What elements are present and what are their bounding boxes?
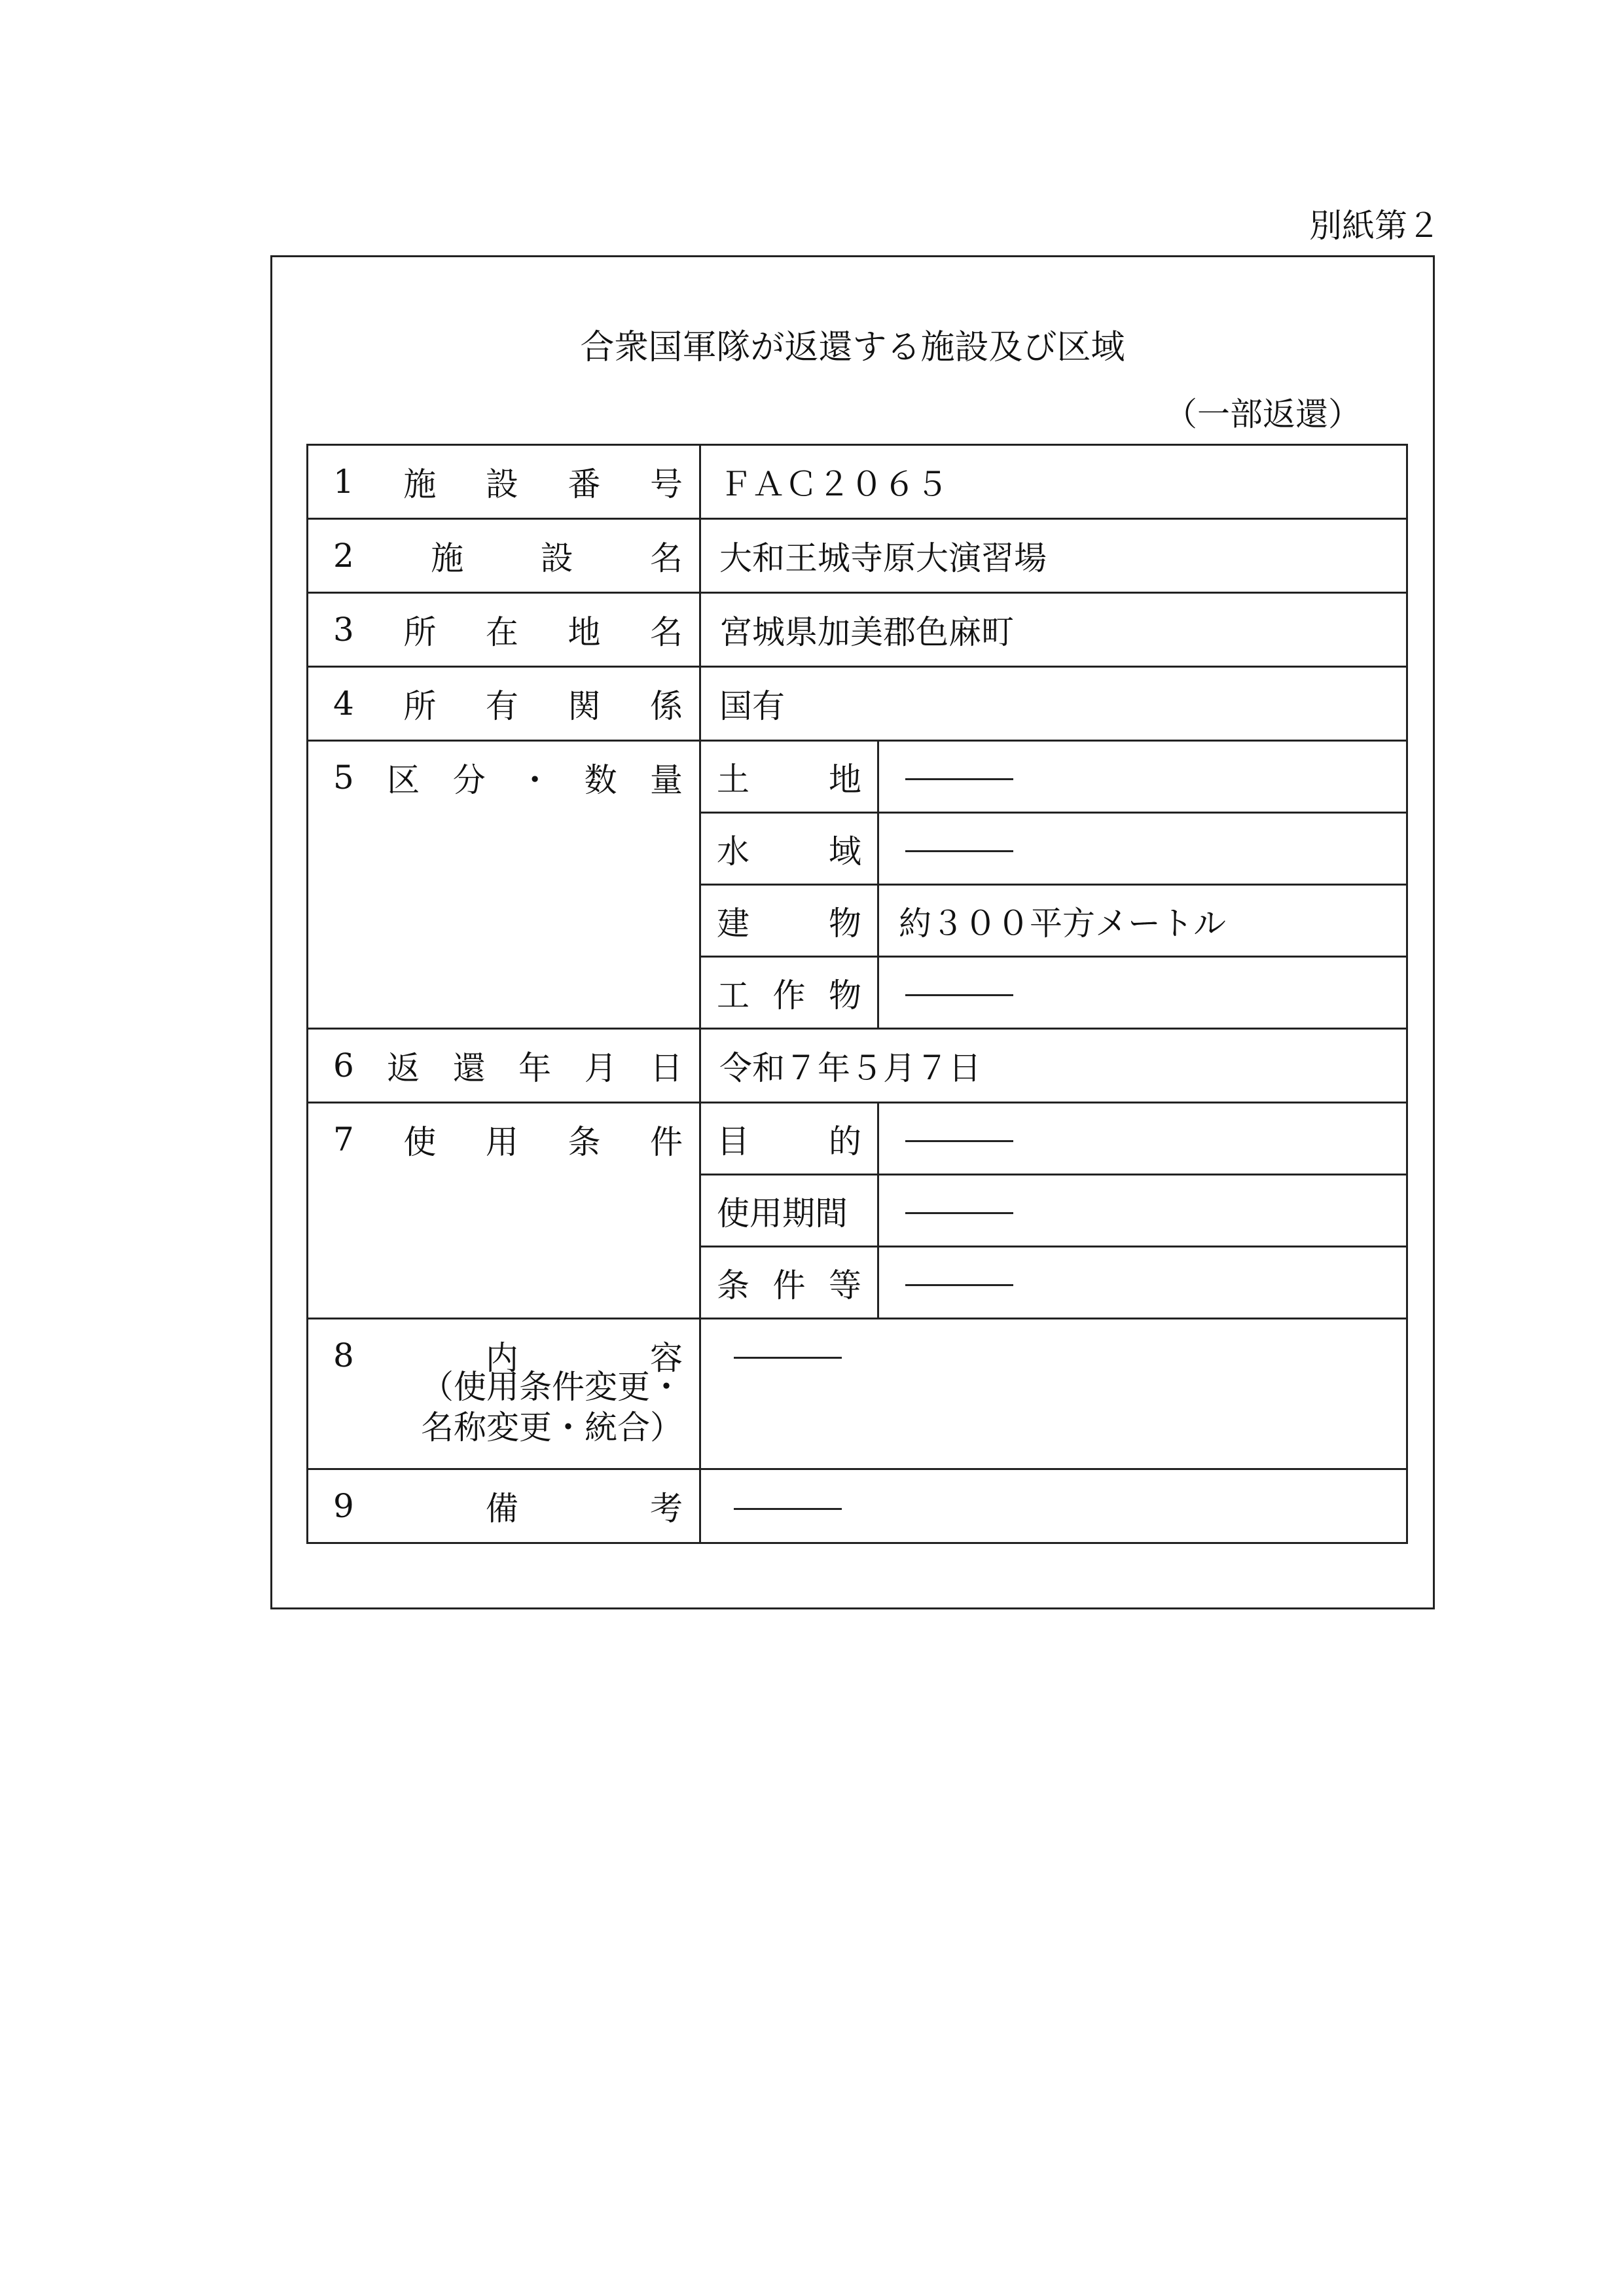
value-facility-name: 大和王城寺原大演習場 [700,519,1407,593]
dash-purpose [905,1140,1013,1142]
row-facility-name [308,519,1407,593]
row-purpose [308,1103,1407,1175]
sublabel-structure: 工 作 物 [700,957,878,1029]
value-content [700,1319,1407,1469]
label-remarks: 9 備 考 [308,1469,700,1543]
content-sub-line1: （使用条件変更・ [421,1368,683,1406]
value-terms [878,1247,1407,1319]
label-location: 3 所 在 地 名 [308,593,700,667]
sublabel-period: 使用期間 [700,1175,878,1247]
label-usage-conditions: 7 使 用 条 件 [308,1103,700,1319]
label-return-date: 6 返 還 年 月 日 [308,1029,700,1103]
row-location [308,593,1407,667]
document-subtitle: （一部返還） [1164,395,1361,433]
document-title: 合衆国軍隊が返還する施設及び区域 [580,328,1125,367]
sublabel-terms: 条 件 等 [700,1247,878,1319]
dash-period [905,1212,1013,1214]
row-land [308,741,1407,813]
value-period [878,1175,1407,1247]
row-facility-number [308,445,1407,519]
value-return-date: 令和７年５月７日 [700,1029,1407,1103]
value-remarks [700,1469,1407,1543]
value-location: 宮城県加美郡色麻町 [700,593,1407,667]
row-remarks [308,1469,1407,1543]
value-water [878,813,1407,885]
dash-content [734,1357,842,1359]
content-sub-line2: 名称変更・統合） [421,1408,683,1446]
attachment-label: 別紙第２ [1309,207,1440,245]
row-content [308,1319,1407,1469]
document-frame [270,255,1435,1609]
label-facility-number: 1 施 設 番 号 [308,445,700,519]
facility-table [306,444,1408,1544]
value-land [878,741,1407,813]
sublabel-land: 土 地 [700,741,878,813]
sublabel-building: 建 物 [700,885,878,957]
dash-structure [905,994,1013,996]
label-ownership: 4 所 有 関 係 [308,667,700,741]
row-return-date [308,1029,1407,1103]
value-ownership: 国有 [700,667,1407,741]
label-category-quantity: 5 区 分 ・ 数 量 [308,741,700,1029]
value-building: 約３００平方メートル [878,885,1407,957]
row-ownership [308,667,1407,741]
dash-water [905,850,1013,852]
value-facility-number: ＦＡＣ２０６５ [700,445,1407,519]
label-facility-name: 2 施 設 名 [308,519,700,593]
sublabel-purpose: 目 的 [700,1103,878,1175]
dash-remarks [734,1508,842,1510]
dash-land [905,778,1013,780]
dash-terms [905,1284,1013,1286]
value-purpose [878,1103,1407,1175]
value-structure [878,957,1407,1029]
label-content: 8 内 容 （使用条件変更・ 名称変更・統合） [308,1319,700,1469]
sublabel-water: 水 域 [700,813,878,885]
